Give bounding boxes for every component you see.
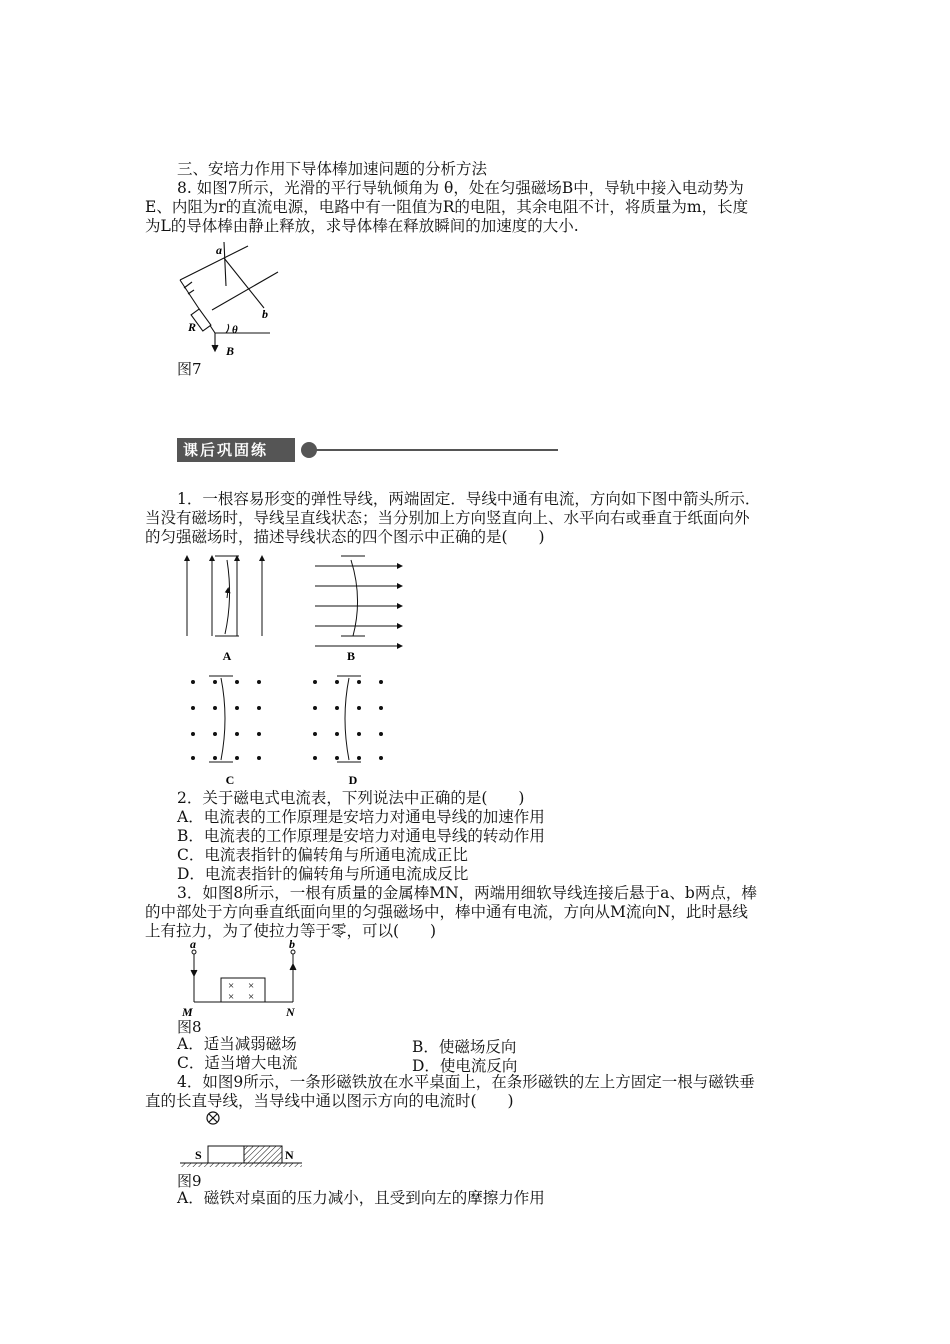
- fig9-label-S: S: [195, 1148, 202, 1162]
- q1-figures-cd: [175, 672, 415, 790]
- q3-line-1: 3．如图8所示，一根有质量的金属棒MN，两端用细软导线连接后悬于a、b两点，棒: [177, 884, 757, 902]
- fig9-magnet-n: [244, 1146, 282, 1163]
- fig8-cross: ×: [248, 980, 255, 992]
- q1-label-C: C: [225, 773, 235, 787]
- figure-8-caption: 图8: [177, 1018, 202, 1036]
- fig7-label-b: b: [262, 307, 268, 321]
- figure-7-caption: 图7: [177, 360, 202, 378]
- fig8-cross: ×: [228, 991, 235, 1003]
- banner-rule: [315, 449, 558, 451]
- q4-option-A: A．磁铁对桌面的压力减小，且受到向左的摩擦力作用: [177, 1189, 545, 1207]
- q1-figure-A: [187, 556, 262, 636]
- q1-line-1: 1．一根容易形变的弹性导线，两端固定．导线中通有电流，方向如下图中箭头所示．: [177, 490, 761, 508]
- fig9-label-N: N: [285, 1148, 294, 1162]
- q1-figure-C: [191, 680, 261, 760]
- fig8-label-b: b: [289, 937, 295, 951]
- fig9-wire-icon: [207, 1112, 219, 1124]
- q3-option-B: B．使磁场反向: [412, 1038, 517, 1056]
- fig7-rail-bottom: [212, 272, 278, 310]
- q1-line-3: 的匀强磁场时，描述导线状态的四个图示中正确的是( ): [145, 528, 545, 546]
- figure-7: [170, 238, 290, 360]
- q1-label-B: B: [346, 649, 356, 663]
- q3-option-D: D．使电流反向: [412, 1057, 518, 1075]
- figure-9-caption: 图9: [177, 1172, 202, 1190]
- banner-title: 课后巩固练: [177, 438, 295, 462]
- q1-label-D: D: [348, 773, 358, 787]
- figure-9: [176, 1110, 306, 1170]
- q2-stem: 2．关于磁电式电流表，下列说法中正确的是( ): [177, 789, 525, 807]
- q2-option-C: C．电流表指针的偏转角与所通电流成正比: [177, 846, 468, 864]
- fig7-battery-long: [184, 282, 192, 288]
- q4-line-1: 4．如图9所示，一条形磁铁放在水平桌面上，在条形磁铁的左上方固定一根与磁铁垂: [177, 1073, 755, 1091]
- q3-line-2: 的中部处于方向垂直纸面向里的匀强磁场中，棒中通有电流，方向从M流向N，此时悬线: [145, 903, 748, 921]
- q3-option-C: C．适当增大电流: [177, 1054, 298, 1072]
- q4-line-2: 直的长直导线，当导线中通以图示方向的电流时( ): [145, 1092, 514, 1110]
- q8-line-2: E、内阻为r的直流电源，电路中有一阻值为R的电阻，其余电阻不计，将质量为m，长度: [145, 198, 749, 216]
- fig8-cross: ×: [228, 980, 235, 992]
- fig7-angle-arc: [226, 324, 229, 333]
- fig9-magnet-s: [208, 1146, 244, 1163]
- q1-label-A: A: [222, 649, 232, 663]
- fig7-battery-short: [188, 290, 194, 294]
- q1-figure-D: [313, 680, 383, 760]
- fig8-label-a: a: [190, 937, 196, 951]
- figure-8: [178, 936, 308, 1016]
- q3-line-3: 上有拉力，为了使拉力等于零，可以( ): [145, 922, 437, 940]
- q1-figures-ab: [175, 548, 415, 666]
- q1-line-2: 当没有磁场时，导线呈直线状态；当分别加上方向竖直向上、水平向右或垂直于纸面向外: [145, 509, 750, 527]
- q1-figure-B: [315, 556, 400, 646]
- q8-line-1: 8. 如图7所示，光滑的平行导轨倾角为 θ，处在匀强磁场B中，导轨中接入电动势为: [177, 179, 744, 197]
- section-heading: 三、安培力作用下导体棒加速问题的分析方法: [177, 160, 488, 178]
- q2-option-D: D．电流表指针的偏转角与所通电流成反比: [177, 865, 469, 883]
- fig8-label-M: M: [182, 1005, 193, 1016]
- fig7-label-a: a: [216, 243, 222, 257]
- q2-option-A: A．电流表的工作原理是安培力对通电导线的加速作用: [177, 808, 545, 826]
- q8-line-3: 为L的导体棒由静止释放，求导体棒在释放瞬间的加速度的大小.: [145, 217, 579, 235]
- fig8-crosses: [228, 980, 254, 1003]
- fig7-label-B: B: [226, 344, 235, 358]
- section-banner: [177, 438, 558, 462]
- q2-option-B: B．电流表的工作原理是安培力对通电导线的转动作用: [177, 827, 545, 845]
- fig7-vertical-line: [224, 242, 226, 286]
- q3-option-A: A．适当减弱磁场: [177, 1035, 297, 1053]
- fig8-label-N: N: [286, 1005, 295, 1016]
- fig8-cross: ×: [248, 991, 255, 1003]
- fig7-label-theta: θ: [232, 324, 238, 336]
- fig7-label-R: R: [188, 320, 197, 334]
